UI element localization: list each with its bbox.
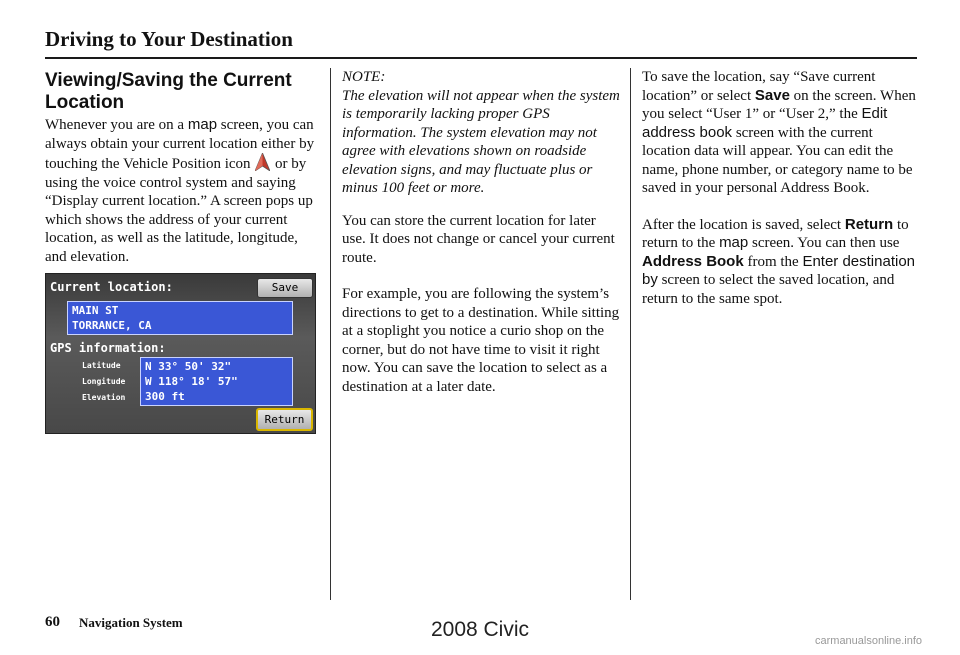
paragraph: [642, 68, 922, 198]
section-title: Viewing/Saving the Current Location: [45, 70, 292, 113]
text-run: on the screen. When you select “User 1” or “User 2,” the: [642, 87, 916, 122]
edit-address-book-term: Edit address book: [642, 105, 888, 141]
paragraph: For example, you are following the system’s directions to get to a destination. While sitting at a stoplight you notice a curio shop on the corner, but do not have time to visit it right now. You can save the location to select as a destination at a later date.: [342, 286, 620, 395]
text-run: To save the location, say “Save current location” or select: [642, 69, 876, 104]
longitude-label: Longitude: [82, 377, 126, 386]
address-line: TORRANCE, CA: [72, 319, 152, 332]
text-run: screen. You can then use: [748, 235, 900, 251]
text-run: After the location is saved, select: [642, 216, 845, 233]
text-run: or by using the voice control system and saying “Display current location.” A screen pops up which shows the address of your current location, as well as the latitude, longitude, and elevation.: [45, 156, 313, 265]
return-term: Return: [844, 215, 894, 233]
text-run: screen to select the saved location, and return to the same spot.: [642, 272, 895, 307]
map-term: map: [719, 234, 749, 251]
address-line: MAIN ST: [72, 304, 119, 317]
column-middle: [342, 68, 620, 414]
note-label: NOTE:: [342, 69, 386, 85]
longitude-value: W 118° 18' 57": [145, 375, 238, 388]
save-button: Save: [257, 278, 313, 298]
navigation-screen-image: [45, 273, 316, 434]
column-right: [642, 68, 922, 326]
address-box: [67, 301, 293, 335]
paragraph: You can store the current location for later use. It does not change or cancel your current route.: [342, 212, 615, 266]
column-left: [45, 68, 315, 284]
column-divider: [330, 68, 331, 600]
current-location-label: Current location:: [50, 280, 173, 294]
latitude-value: N 33° 50' 32": [145, 360, 232, 373]
save-term: Save: [754, 86, 790, 104]
text-run: screen, you can always obtain your current location either by touching the Vehicle Position icon: [45, 117, 315, 172]
paragraph: [642, 216, 922, 309]
gps-information-label: GPS information:: [50, 341, 166, 355]
manual-title: Navigation System: [79, 615, 183, 630]
note-text: The elevation will not appear when the system is temporarily lacking proper GPS information. The system elevation may not agree with elevations shown on roadside elevation signs, and may fluctuate plus or minus 100 feet or more.: [342, 87, 620, 196]
latitude-label: Latitude: [82, 361, 121, 370]
vehicle-position-icon: [255, 153, 270, 171]
site-watermark: carmanualsonline.info: [815, 635, 923, 647]
intro-paragraph: [45, 116, 315, 266]
elevation-label: Elevation: [82, 393, 126, 402]
address-book-term: Address Book: [642, 252, 744, 270]
elevation-value: 300 ft: [145, 390, 185, 403]
map-term: map: [187, 116, 218, 133]
gps-values-box: [140, 357, 293, 406]
page-number: 60: [45, 614, 60, 630]
page-title: Driving to Your Destination: [45, 27, 293, 51]
text-run: from the: [743, 253, 803, 270]
column-divider: [630, 68, 631, 600]
text-run: Whenever you are on a: [45, 117, 188, 133]
enter-destination-by-term: Enter destination by: [642, 252, 916, 288]
watermark: 2008 Civic: [430, 618, 530, 641]
return-button: Return: [256, 408, 313, 431]
header-rule: [45, 57, 917, 59]
text-run: to return to the: [642, 216, 909, 251]
text-run: screen with the current location data will appear. You can edit the name, phone number, or category name to be saved in your personal Address Book.: [642, 124, 913, 196]
